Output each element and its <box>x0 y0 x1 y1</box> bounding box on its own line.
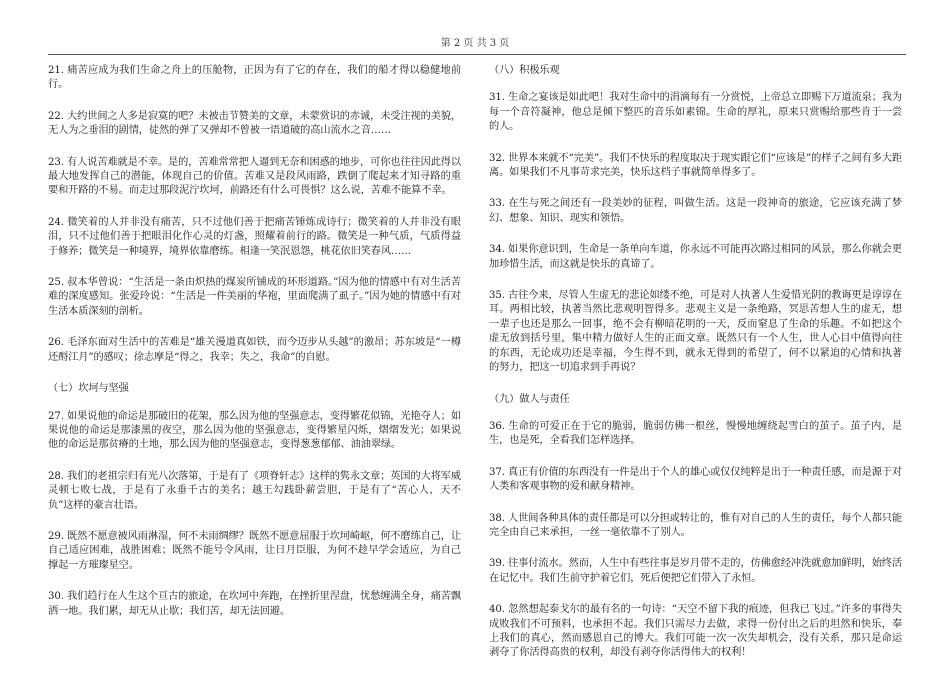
quote-34: 34. 如果你意识到，生命是一条单向车道，你永远不可能再次路过相同的风景，那么你就会更加珍惜生活，而这就是快乐的真谛了。 <box>489 244 902 270</box>
quote-32: 32. 世界本来就不“完美”。我们不快乐的程度取决于现实跟它们“应该是”的样子之间有多大距离。如果我们不凡事苛求完美，快乐这档子事就简单得多了。 <box>489 152 902 179</box>
header-divider <box>48 54 906 55</box>
right-column <box>489 64 902 678</box>
section-title-optimism: （八）积极乐观 <box>489 65 560 76</box>
quote-27: 27. 如果说他的命运是那破旧的花架，那么因为他的坚强意志，变得繁花似锦，光艳夺人；如果说他的命运是那漆黑的夜空，那么因为他的坚强意志，变得繁星闪烁，熠熠发光；如果说他的命运是那贫瘠的土地，那么因为他的坚强意志，变得葱葱郁郁、油油翠绿。 <box>48 410 461 451</box>
quote-23: 23. 有人说苦难就是不幸。是的，苦难常常把人逼到无奈和困惑的地步，可你也往往因此得以最大地发挥自己的潜能，体现自己的价值。苦难又是段风雨路，跌倒了爬起来才知寻路的重要和开路的不易。而走过那段泥泞坎坷，前路还有什么可畏惧？这么说，苦难不能算不幸。 <box>48 156 461 197</box>
quote-30: 30. 我们趋行在人生这个亘古的旅途，在坎坷中奔跑，在挫折里涅盘，忧愁缠满全身，痛苦飘洒一地。我们累，却无从止歇；我们苦，却无法回避。 <box>48 591 461 617</box>
page-number-header: 第 2 页 共 3 页 <box>440 38 510 49</box>
quote-33: 33. 在生与死之间还有一段美妙的征程，叫做生活。这是一段神奇的旅途，它应该充满了梦幻、想象、知识、现实和领悟。 <box>489 198 902 224</box>
section-title-hardship: （七）坎坷与坚强 <box>48 383 129 395</box>
quote-26: 26. 毛泽东面对生活中的苦难是“雄关漫道真如铁，而今迈步从头越”的激昂；苏东坡是“一樽还酹江月”的感叹；徐志摩是“得之，我幸；失之，我命”的自慰。 <box>48 337 461 363</box>
left-column <box>48 64 461 636</box>
quote-28: 28. 我们的老祖宗归有光八次落第，于是有了《项脊轩志》这样的隽永文章；英国的大将军威灵顿七败七战，于是有了永垂千古的美名；越王勾践卧薪尝胆，于是有了“苦心人，天不负”这样的豪言壮语。 <box>48 470 461 511</box>
quote-40: 40. 忽然想起泰戈尔的最有名的一句诗：“天空不留下我的痕迹，但我已飞过。”许多的事得失成败我们不可预料，也承担不起。我们只需尽力去做，求得一份付出之后的坦然和快乐，奉上我们的真心，然而感恩自己的博大。我们可能一次一次失却机会，没有关系，那只是命运剥夺了你活得高贵的权利，却没有剥夺你活得伟大的权利！ <box>489 604 902 659</box>
quote-38: 38. 人世间各种具体的责任都是可以分担或转让的，惟有对自己的人生的责任，每个人都只能完全由自己来承担，一丝一毫依靠不了别人。 <box>489 512 902 538</box>
quote-29: 29. 既然不愿意被风雨淋湿，何不未雨绸缪？既然不愿意屈服于坎坷崎岖，何不磨练自己，让自己适应困难，战胜困难；既然不能号令风雨，让日月臣服，为何不趁早学会适应，为自己撑起一方璀璨星空。 <box>48 530 461 571</box>
section-title-responsibility: （九）做人与责任 <box>489 393 570 405</box>
quote-22: 22. 大约世间之人多是寂寞的吧？未被击节赞美的文章，未蒙赏识的赤诚，未受注视的美貌，无人为之垂泪的剧情，徒然的弹了又弹却不曾被一语道破的高山流水之音…… <box>48 110 461 137</box>
quote-25: 25. 叔本华曾说：“生活是一条由炽热的煤炭所铺成的环形道路。”因为他的情感中有对生活苦难的深度感知。张爱玲说：“生活是一件美丽的华袍，里面爬满了虱子。”因为她的情感中有对生活本质深刻的剖析。 <box>48 277 461 317</box>
quote-39: 39. 往事付流水。然而，人生中有些往事是岁月带不走的，仿佛愈经冲洗就愈加鲜明，始终活在记忆中。我们生前守护着它们，死后便把它们带入了永恒。 <box>489 558 902 584</box>
quote-35: 35. 古往今来，尽管人生虚无的悲论如缕不绝，可是对人执著人生爱惜光阴的教诲更是谆谆在耳。两相比较，执著当然比悲观明智得多。悲观主义是一条绝路，冥思苦想人生的虚无，想一辈子也还是那么一回事，绝不会有柳暗花明的一天，反而窒息了生命的乐趣。不如把这个虚无放到括号里，集中精力做好人生的正面文章。既然只有一个人生，世人心目中值得向往的东西，无论成功还是幸福，今生得不到，就永无得到的希望了，何不以紧迫的心情和执著的努力，把这一切追求到手再说？ <box>489 290 902 374</box>
quote-37: 37. 真正有价值的东西没有一件是出于个人的雄心或仅仅纯粹是出于一种责任感，而是源于对人类和客观事物的爱和献身精神。 <box>489 466 902 493</box>
quote-31: 31. 生命之宴该是如此吧！我对生命中的涓滴每有一分赏悦，上帝总立即赐下万道流泉；我为每一个音符凝神，他总是倾下整匹的音乐如素锦。生命的厚礼，原来只赏赐给那些肯于一尝的人。 <box>489 92 902 133</box>
quote-24: 24. 微笑着的人并非没有痛苦，只不过他们善于把痛苦锤炼成诗行；微笑着的人并非没有眼泪，只不过他们善于把眼泪化作心灵的灯盏，照耀着前行的路。微笑是一种气质，气质得益于修养；微笑是一种境界，境界依靠磨练。相逢一笑泯恩怨，桃花依旧笑春风…… <box>48 216 461 257</box>
quote-21: 21. 痛苦应成为我们生命之舟上的压舱物，正因为有了它的存在，我们的船才得以稳健地前行。 <box>48 65 461 91</box>
quote-36: 36. 生命的可爱正在于它的脆弱，脆弱仿佛一根丝，慢慢地缠绕起雪白的茧子。茧子内，是生，也是死，全看我们怎样选择。 <box>489 420 902 447</box>
